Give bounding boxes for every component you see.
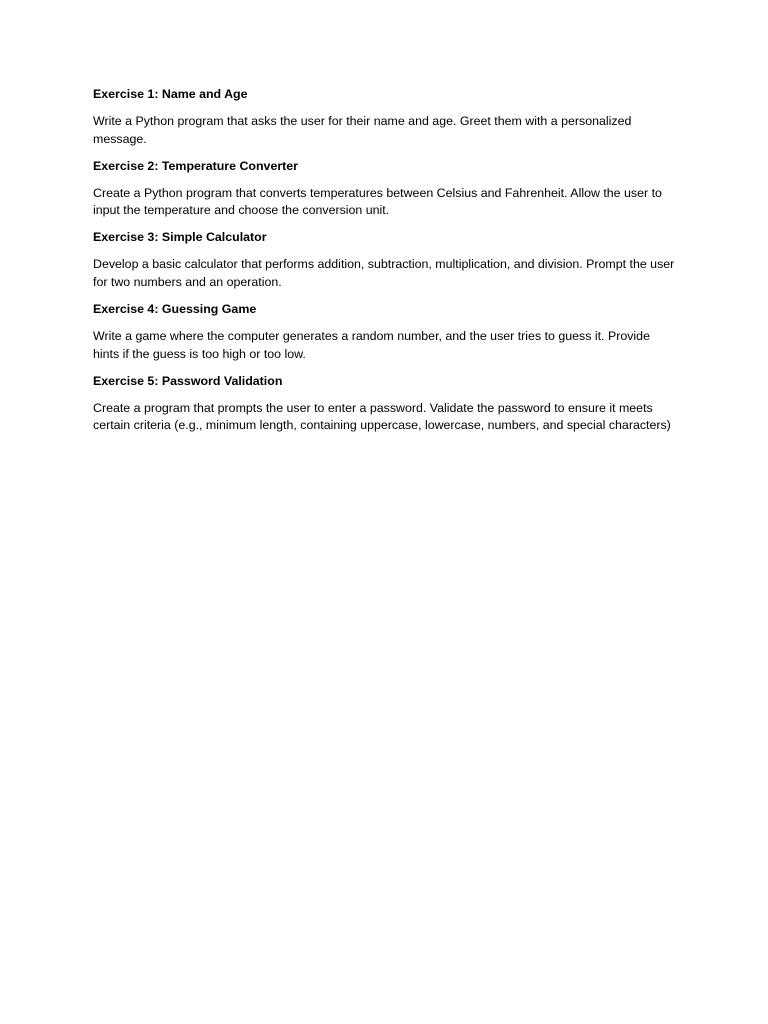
exercise-2 [93, 158, 678, 220]
exercise-title: Exercise 4: Guessing Game [93, 302, 257, 317]
exercise-description: Write a Python program that asks the user for their name and age. Greet them with a personalized message. [93, 114, 632, 146]
exercise-description: Develop a basic calculator that performs addition, subtraction, multiplication, and division. Prompt the user for two numbers and an operation. [93, 257, 675, 289]
exercise-3 [93, 229, 678, 291]
exercise-title: Exercise 5: Password Validation [93, 373, 283, 388]
exercise-description: Write a game where the computer generates a random number, and the user tries to guess it. Provide hints if the guess is too high or too low. [93, 329, 650, 361]
document-body [93, 86, 678, 444]
exercise-title: Exercise 3: Simple Calculator [93, 230, 267, 245]
exercise-5 [93, 373, 678, 435]
exercise-description: Create a Python program that converts temperatures between Celsius and Fahrenheit. Allow the user to input the temperature and choose the conversion unit. [93, 185, 662, 218]
exercise-title: Exercise 2: Temperature Converter [93, 158, 298, 173]
exercise-title: Exercise 1: Name and Age [93, 87, 248, 101]
exercise-description: Create a program that prompts the user to enter a password. Validate the password to ensure it meets certain criteria (e.g., minimum length, containing uppercase, lowercase, numbers, and special characters) [93, 400, 671, 433]
exercise-4 [93, 301, 678, 363]
exercise-1 [93, 86, 678, 148]
